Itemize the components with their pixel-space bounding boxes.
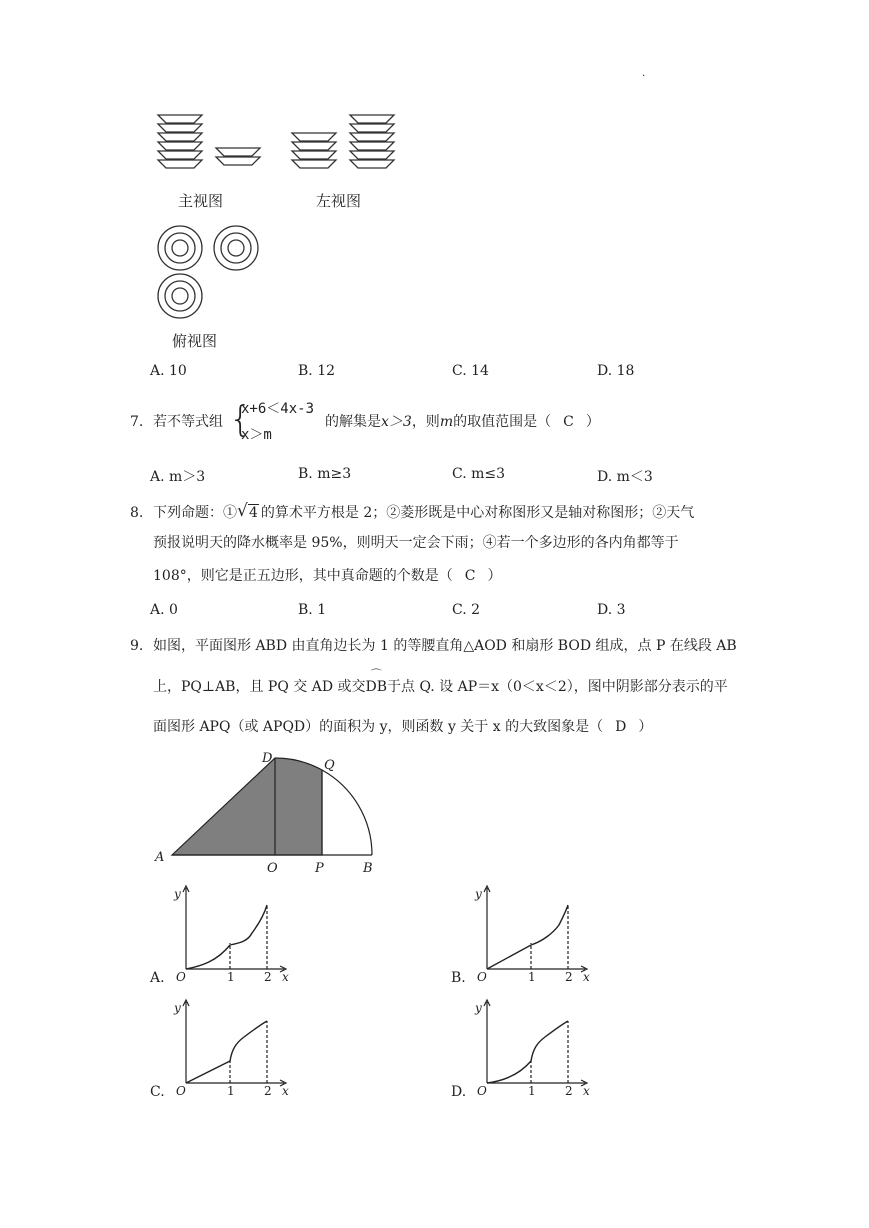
tick-2: 2 <box>264 970 272 983</box>
graph-option-c <box>172 997 297 1097</box>
shaded-region <box>172 758 322 855</box>
y-label: y <box>174 887 181 901</box>
q7-prefix: 若不等式组 <box>153 414 223 430</box>
origin-label: O <box>176 1084 186 1097</box>
x-label: x <box>282 970 289 983</box>
x-label: x <box>282 1084 289 1097</box>
front-view-label: 主视图 <box>178 192 224 210</box>
q9-line-1: 如图，平面图形 ABD 由直角边长为 1 的等腰直角△AOD 和扇形 BOD 组成，点 P 在线段 AB <box>153 638 737 654</box>
q7-option-c: C. m≤3 <box>452 466 506 482</box>
x-label: x <box>583 1084 590 1097</box>
label-q: Q <box>324 758 335 773</box>
graph-option-d <box>473 997 598 1097</box>
top-view <box>150 222 270 322</box>
q7-option-a: A. m＞3 <box>150 469 206 485</box>
y-label: y <box>475 1001 482 1015</box>
origin-label: O <box>176 970 186 983</box>
front-view-stacks <box>158 115 260 168</box>
q7-inequality-2: x＞m <box>241 427 272 443</box>
tick-1: 1 <box>227 1084 235 1097</box>
stray-dot: . <box>642 68 646 79</box>
q7-inequality-1: x+6＜4x-3 <box>241 401 315 417</box>
graph-label-c: C. <box>150 1084 165 1100</box>
q7-answer: C <box>563 414 574 430</box>
label-p: P <box>315 861 324 876</box>
label-o: O <box>267 861 278 876</box>
q9-line-2: 上，PQ⊥AB，且 PQ 交 AD 或交 ⌒ DB于点 Q. 设 AP＝x（0＜x＜2），图中阴影部分表示的平 <box>153 668 728 695</box>
label-a: A <box>155 850 165 865</box>
graph-option-a <box>172 883 297 983</box>
sector-triangle-figure <box>150 745 390 880</box>
graph-label-b: B. <box>451 970 466 986</box>
q8-number: 8. <box>130 505 144 521</box>
arc-db: ⌒ DB <box>365 668 388 695</box>
q9-answer: D <box>615 719 627 735</box>
q7-stem: 的解集是x＞3，则m的取值范围是（ C ） <box>325 414 600 430</box>
q8-line-2: 预报说明天的降水概率是 95%，则明天一定会下雨；④若一个多边形的各内角都等于 <box>153 535 679 551</box>
q8-option-a: A. 0 <box>150 602 178 618</box>
q7-number: 7. <box>130 414 144 430</box>
q8-line-3: 108°，则它是正五边形，其中真命题的个数是（ C ） <box>153 568 502 584</box>
tick-1: 1 <box>528 1084 536 1097</box>
tick-2: 2 <box>264 1084 272 1097</box>
top-view-label: 俯视图 <box>172 332 218 350</box>
q9-line-3: 面图形 APQ（或 APQD）的面积为 y，则函数 y 关于 x 的大致图象是（ D ） <box>153 719 653 735</box>
label-d: D <box>262 751 273 766</box>
q8-answer: C <box>464 568 476 584</box>
q8-line-1: 下列命题：① √ 4 的算术平方根是 2；②菱形既是中心对称图形又是轴对称图形；②天气 <box>153 501 695 521</box>
y-label: y <box>475 887 482 901</box>
q6-option-a: A. 10 <box>150 363 187 379</box>
q8-option-d: D. 3 <box>597 602 626 618</box>
x-label: x <box>583 970 590 983</box>
tick-2: 2 <box>565 970 573 983</box>
q7-brace: { <box>229 399 252 440</box>
label-b: B <box>363 861 373 876</box>
tick-1: 1 <box>528 970 536 983</box>
y-label: y <box>174 1001 181 1015</box>
origin-label: O <box>477 1084 487 1097</box>
graph-label-d: D. <box>451 1084 467 1100</box>
arc-qb <box>322 770 372 855</box>
q6-option-b: B. 12 <box>298 363 336 379</box>
q8-option-b: B. 1 <box>298 602 327 618</box>
origin-label: O <box>477 970 487 983</box>
q9-number: 9. <box>130 638 144 654</box>
stacked-plates-side-views <box>150 105 410 185</box>
q7-option-d: D. m＜3 <box>597 469 653 485</box>
graph-option-b <box>473 883 598 983</box>
q6-option-c: C. 14 <box>452 363 489 379</box>
left-view-stacks <box>292 115 394 168</box>
left-view-label: 左视图 <box>316 192 362 210</box>
tick-2: 2 <box>565 1084 573 1097</box>
q7-option-b: B. m≥3 <box>298 466 352 482</box>
q6-option-d: D. 18 <box>597 363 635 379</box>
tick-1: 1 <box>227 970 235 983</box>
q8-option-c: C. 2 <box>452 602 481 618</box>
sqrt-symbol: √ 4 <box>237 501 258 521</box>
graph-label-a: A. <box>150 970 165 986</box>
